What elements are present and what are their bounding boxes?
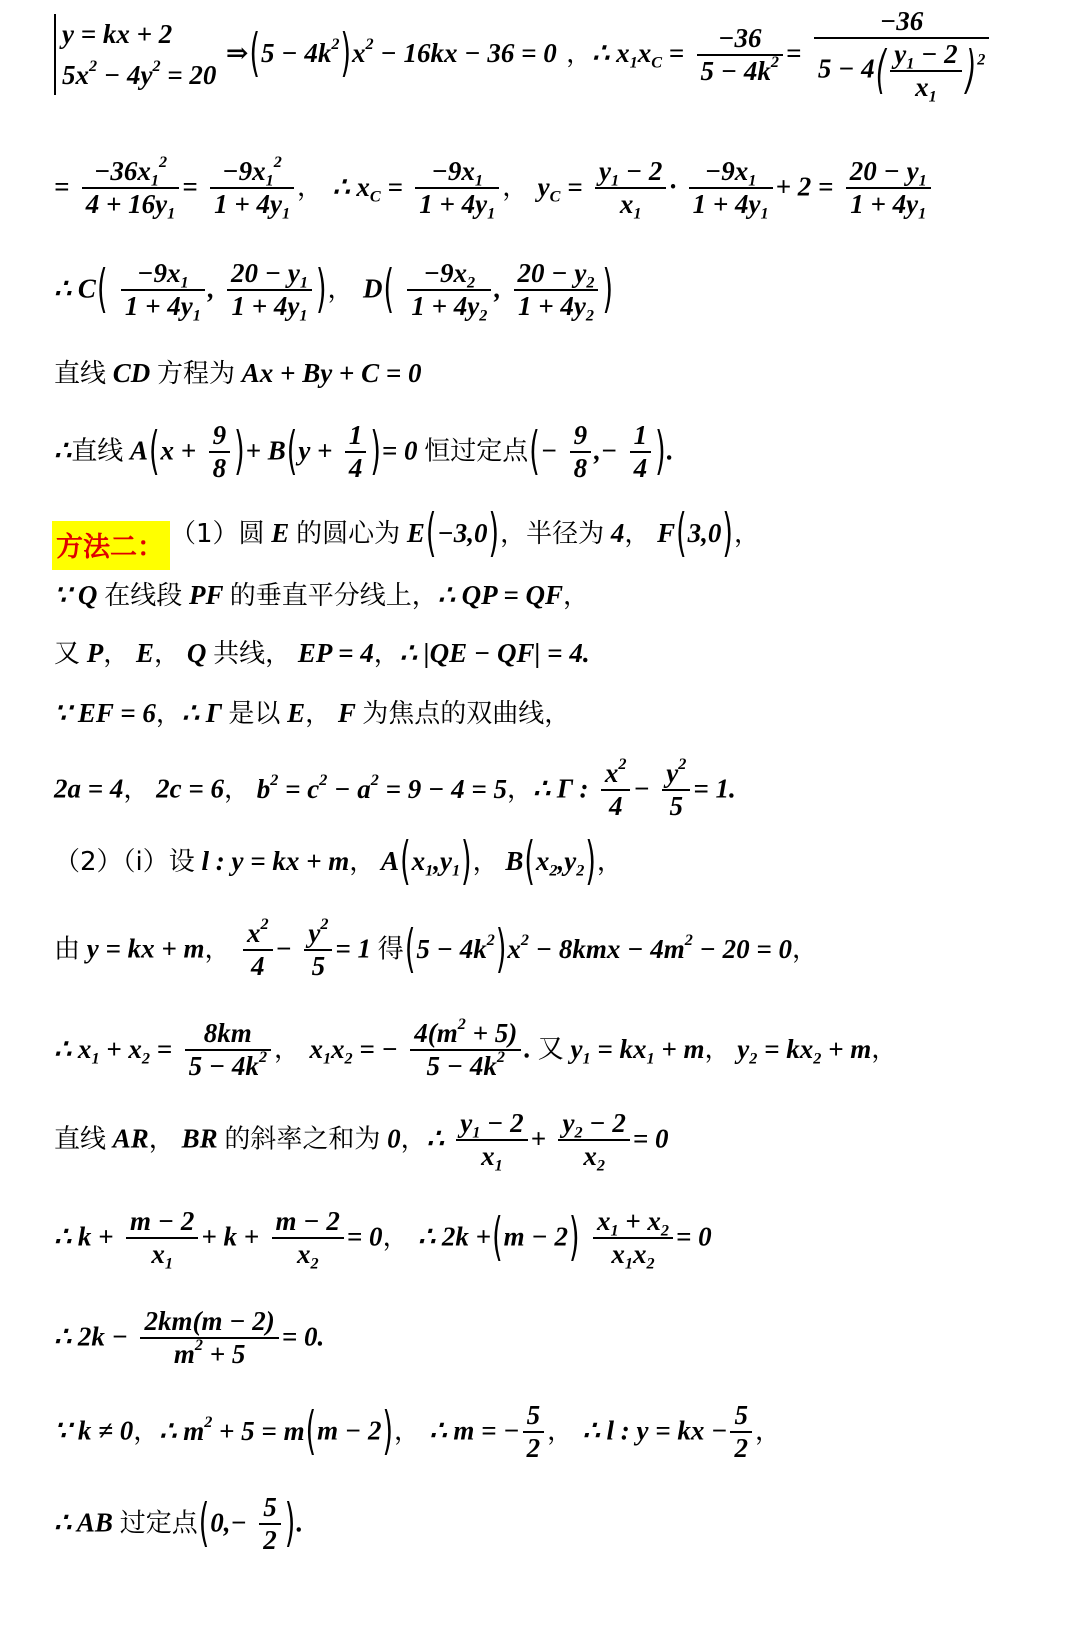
math-line-13: ∴ $x_1 + x_2$ = $\frac{8km}{5 - 4k^2}$ ， $x_1x_2$ = − $\frac{4(m^2 + 5)}{5 - 4k^2}$ . 又 $y_1 = kx_1 + m$， $y_2 = kx_2 + m$，: [54, 1015, 898, 1082]
math-line-18: ∴ AB 过定点(0,− $\frac{5}{2}$ ).: [54, 1492, 304, 1556]
math-line-14: 直线 AR， BR 的斜率之和为 0，∴ $\frac{y_1 - 2}{x_1}$ + $\frac{y_2 - 2}{x_2}$ = 0: [54, 1108, 669, 1175]
math-line-10: 2a = 4， 2c = 6， $b^2 = c^2 - a^2 = 9 - 4 = 5$，∴ Γ : $\frac{x^2}{4}$ − $\frac{y^2}{5}$ = 1.: [54, 755, 736, 822]
math-line-7: ∵ Q 在线段 PF 的垂直平分线上，∴ QP = QF，: [54, 580, 590, 611]
math-line-15: ∴ k + $\frac{m - 2}{x_1}$ + k + $\frac{m - 2}{x_2}$ = 0， ∴ 2k +(m − 2) $\frac{x_1 + x_2}{x_1x_2}$ = 0: [54, 1206, 712, 1273]
math-line-6: （1）圆 E 的圆心为 E(−3,0)，半径为 4， F(3,0)，: [170, 505, 760, 564]
math-line-4: 直线 CD 方程为 Ax + By + C = 0: [54, 358, 422, 389]
math-line-1: y = kx + 2 $5x^2 - 4y^2 = 20$ ⇒(5 − $4k^2)x^2 - 16kx - 36 = 0$ ，∴ $x_1x_C$ = $\frac{-36}{5 - 4k^2}$ = −36 5 − 4( $\frac{y_1 - 2}{x_1}$ )$^2$: [54, 6, 992, 103]
math-line-8: 又 P， E， Q 共线， EP = 4，∴ |QE − QF| = 4.: [54, 638, 590, 669]
math-line-17: ∵ k ≠ 0，∴ $m^2 + 5 = m(m - 2)$， ∴ m = − $\frac{5}{2}$ ， ∴ l : y = kx − $\frac{5}{2}$ ，: [54, 1400, 781, 1464]
math-line-3: ∴ C( $\frac{-9x_1}{1 + 4y_1}$ , $\frac{20 - y_1}{1 + 4y_1}$ )， D( $\frac{-9x_2}{1 + 4y_2}$ , $\frac{20 - y_2}{1 + 4y_2}$ ): [54, 258, 614, 325]
math-line-5: ∴直线 A(x + $\frac{9}{8}$ )+ B(y + $\frac{1}{4}$ )= 0 恒过定点(− $\frac{9}{8}$ ,− $\frac{1}{4}$ ).: [54, 420, 674, 484]
math-line-2: = $\frac{-36x_1^2}{4 + 16y_1}$ = $\frac{-9x_1^2}{1 + 4y_1}$ ， ∴ $x_C$ = $\frac{-9x_1}{1 + 4y_1}$ ， $y_C$ = $\frac{y_1 - 2}{x_1}$ · $\frac{-9x_1}{1 + 4y_1}$ + 2 = $\frac{20 - y_1}{1 + 4y_1}$: [54, 156, 934, 220]
math-line-9: ∵ EF = 6，∴ Γ 是以 E， F 为焦点的双曲线，: [54, 698, 571, 729]
math-line-16: ∴ 2k − $\frac{2km(m - 2)}{m^2 + 5}$ = 0.: [54, 1306, 325, 1370]
math-line-12: 由 y = kx + m， $\frac{x^2}{4}$ − $\frac{y^2}{5}$ = 1 得$(5 - 4k^2)x^2 - 8kmx - 4m^2 - 20 = 0$，: [54, 915, 819, 982]
math-line-11: （2）（i）设 l : y = kx + m， $A(x_1,y_1)$， $B(x_2,y_2)$，: [54, 833, 623, 892]
method-label: 方法二：: [52, 521, 170, 570]
